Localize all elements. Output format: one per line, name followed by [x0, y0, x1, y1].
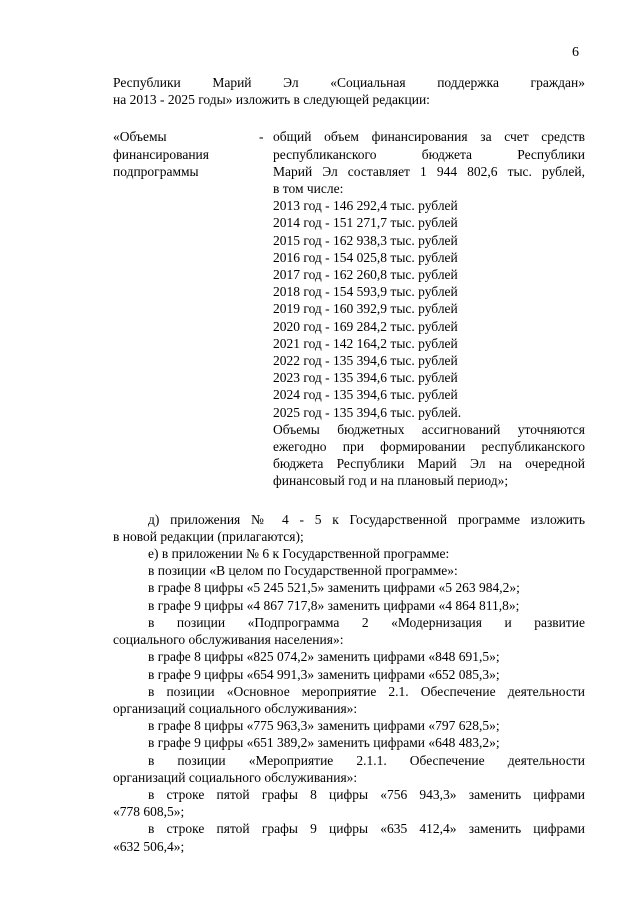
amendment-line: в графе 9 цифры «654 991,3» заменить цифрами «652 085,3»;: [148, 666, 500, 682]
label-line: подпрограммы: [113, 163, 199, 179]
year-amount-line: 2021 год - 142 164,2 тыс. рублей: [273, 335, 458, 351]
page-number: 6: [572, 45, 579, 60]
amendment-line: в строке пятой графы 9 цифры «635 412,4» заменить цифрами: [148, 821, 585, 837]
value-line: общий объем финансирования за счет средств: [273, 129, 585, 145]
amendment-line: в позиции «В целом по Государственной программе»:: [148, 563, 458, 579]
year-amount-line: 2017 год - 162 260,8 тыс. рублей: [273, 267, 458, 283]
label-line: финансирования: [113, 146, 209, 162]
amendment-line: в позиции «Мероприятие 2.1.1. Обеспечение деятельности: [148, 752, 585, 768]
note-line: финансовый год и на плановый период»;: [273, 473, 509, 489]
amendment-line: е) в приложении № 6 к Государственной программе:: [148, 546, 450, 562]
year-amount-line: 2018 год - 154 593,9 тыс. рублей: [273, 284, 458, 300]
financing-table: [113, 128, 585, 489]
amendment-line: в позиции «Подпрограмма 2 «Модернизация и развитие: [148, 614, 585, 630]
value-line: республиканского бюджета Республики: [273, 146, 585, 162]
amendment-line: в графе 8 цифры «775 963,3» заменить цифрами «797 628,5»;: [148, 718, 500, 734]
document-body: [113, 74, 585, 855]
amendment-line: в строке пятой графы 8 цифры «756 943,3» заменить цифрами: [148, 786, 585, 802]
financing-value-cell: [273, 128, 585, 489]
note-line: Объемы бюджетных ассигнований уточняются: [273, 421, 585, 437]
value-line: в том числе:: [273, 181, 344, 197]
note-line: ежегодно при формировании республиканского: [273, 439, 585, 455]
amendment-line: в графе 9 цифры «651 389,2» заменить цифрами «648 483,2»;: [148, 735, 500, 751]
amendment-line: «632 506,4»;: [113, 838, 185, 854]
year-amount-line: 2022 год - 135 394,6 тыс. рублей: [273, 353, 458, 369]
year-amount-line: 2015 год - 162 938,3 тыс. рублей: [273, 232, 458, 248]
note-line: бюджета Республики Марий Эл на очередной: [273, 456, 585, 472]
amendment-line: в графе 8 цифры «5 245 521,5» заменить цифрами «5 263 984,2»;: [148, 580, 520, 596]
amendment-line: организаций социального обслуживания»:: [113, 700, 358, 716]
amendment-line: в новой редакции (прилагаются);: [113, 528, 304, 544]
amendments-list: [113, 511, 585, 855]
year-amount-line: 2016 год - 154 025,8 тыс. рублей: [273, 249, 458, 265]
years-list: [273, 197, 585, 421]
year-amount-line: 2023 год - 135 394,6 тыс. рублей: [273, 370, 458, 386]
year-amount-line: 2013 год - 146 292,4 тыс. рублей: [273, 198, 458, 214]
value-line: Марий Эл составляет 1 944 802,6 тыс. рублей,: [273, 163, 585, 179]
amendment-line: в графе 9 цифры «4 867 717,8» заменить цифрами «4 864 811,8»;: [148, 597, 520, 613]
amendment-line: д) приложения № 4 - 5 к Государственной программе изложить: [148, 511, 585, 527]
amendment-line: организаций социального обслуживания»:: [113, 769, 358, 785]
amendment-line: «778 608,5»;: [113, 804, 185, 820]
amendment-line: в графе 8 цифры «825 074,2» заменить цифрами «848 691,5»;: [148, 649, 500, 665]
financing-label-cell: [113, 128, 253, 489]
year-amount-line: 2020 год - 169 284,2 тыс. рублей: [273, 318, 458, 334]
intro-line-1: Республики Марий Эл «Социальная поддержка граждан»: [113, 75, 585, 90]
intro-line-2: на 2013 - 2025 годы» изложить в следующей редакции:: [113, 92, 430, 108]
year-amount-line: 2024 год - 135 394,6 тыс. рублей: [273, 387, 458, 403]
year-amount-line: 2019 год - 160 392,9 тыс. рублей: [273, 301, 458, 317]
year-amount-line: 2014 год - 151 271,7 тыс. рублей: [273, 215, 458, 231]
dash-separator: -: [259, 129, 264, 145]
amendment-line: социального обслуживания населения»:: [113, 632, 344, 648]
year-amount-line: 2025 год - 135 394,6 тыс. рублей.: [273, 404, 462, 420]
amendment-line: в позиции «Основное мероприятие 2.1. Обеспечение деятельности: [148, 683, 585, 699]
label-line: «Объемы: [113, 129, 167, 145]
intro-paragraph: [113, 74, 585, 108]
